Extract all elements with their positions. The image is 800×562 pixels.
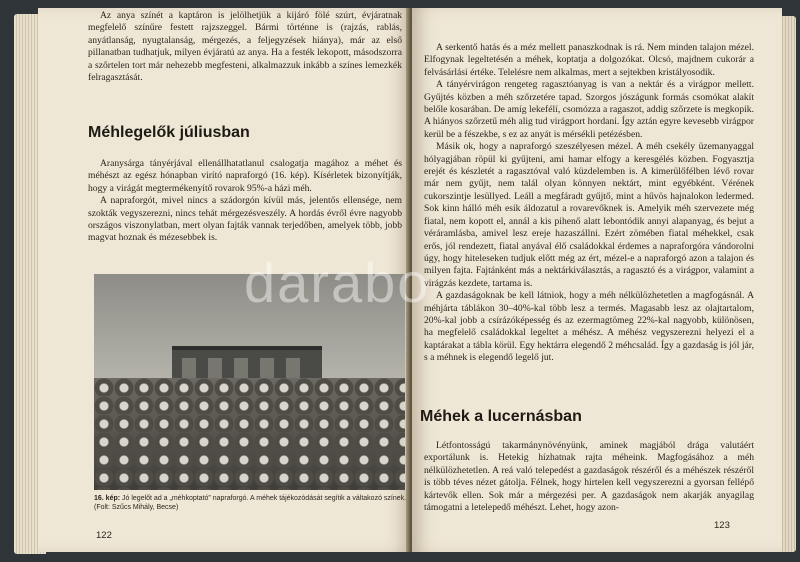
- paragraph: Létfontosságú takarmánynövényünk, aminek magjából drága valutáért exportálunk is. Hetekig hízhatnak rajta méheink. Magfogásához a méh nélkülözhetetlen. A reá való telepedést a gazdaságok részéről és a méhészek részéről is több téves nézet gátolja. Félnek, hogy hirtelen kell vegyszerezni a gyorsan fellépő kártevők ellen. Sok már a mérgezési per. A gazdaságok nem akarják anyagilag támogatni a letelepedő méhészt. Lehet, hogy azon-: [424, 440, 754, 514]
- photo-caption: [94, 494, 408, 512]
- right-body-text-2: [424, 440, 754, 514]
- caption-credit: (Folt: Szűcs Mihály, Becse): [94, 504, 179, 511]
- right-body-text: [424, 42, 754, 365]
- sunflowers: [94, 378, 405, 490]
- paragraph: A tányérvirágon rengeteg ragasztóanyag is van a nektár és a virágpor mellett. Gyűjtés közben a méh szőrzetére tapad. Szorgos jószágunk formás csomókat alakít belőle kosarában. De amíg lekefélí, csomózza a ragaszot, addig szőrzete is megkopik. A hiányos szőrzetű méh alig tud virágport hordani. Így aztán egyre kevesebb virágpor kerül be a fészekbe, s ez az anyát is mérsékli petézésben.: [424, 79, 754, 140]
- open-book: [8, 4, 794, 556]
- caption-label: 16. kép:: [94, 495, 121, 502]
- left-body-text: [88, 158, 402, 245]
- paragraph: A gazdaságoknak be kell látniok, hogy a méh nélkülözhetetlen a magfogásnál. A méhjárta táblákon 30–40%-kal több lesz a termés. Magasabb lesz az olajtartalom, 20%-kal jobb a csírázóképesség és az ezermagtömeg 22%-kal nagyobb, különösen, ha megfelelő családokkal legeltet a méhész. A méhész vegyszerezni helyezi el a kaptárakat a tábla körül. Egy hektárra elegendő 2 méhcsalád. Így a gazdaság is jól jár, s a méhnek is elegendő legelő jut.: [424, 290, 754, 364]
- right-page: [412, 8, 782, 552]
- page-number-right: 123: [714, 520, 730, 531]
- paragraph: Aranysárga tányérjával ellenállhatatlanul csalogatja magához a méhet és méhészt az egész hónapban virító napraforgó (16. kép). Kísérletek bizonyítják, hogy a virágát megtermékenyítő rovarok 95%-a házi méh.: [88, 158, 402, 194]
- paragraph: Másik ok, hogy a napraforgó szeszélyesen mézel. A méh csekély üzemanyaggal hólyagjában röpül ki gyűjteni, ami hamar elfogy a keresgélés közben. Fogyasztja erejét és készletét a ragasztóval való küzdelemben is. A kimerülőfélben lévő rovar már nem gyűjt, nem talál olyan könnyen nektárt, mint egyébként. Vérének cukorszintje lesüllyed. Leáll a megfáradt gyűjtő, mint a hűvös hajnalokon ledermed. Sok kinn hálló méh esik áldozatul a rovarevőknek is. Amelyik méh szervezete még fiatal, nem kopott el, annál a kis pihenő alatt lebontódik annyi alapanyag, és bejut a véráramlásba, amivel lesz ereje hazaszállni. Ezért zömében fiatal méhekkel, csak erős, jól rendezett, fiatal anyával élő családokkal érdemes a napraforgóra vándorolni úgy, hogy hiteleseken tudjuk előtt még az ért, mézel-e a napraforgó azon a talajon és milyen fajta. Fajtánként más a nektárkiválasztás, a ragasztó és a virágpor, valamint a virágzás kezdete, tartama is.: [424, 141, 754, 289]
- section-heading-july: Méhlegelők júliusban: [88, 124, 250, 141]
- intro-paragraph: Az anya színét a kaptáron is jelölhetjük a kijáró fölé szúrt, évjáratnak megfelelő színűre festett rajzszeggel. Bármi történne is (rajzás, rablás, anyátlanság, nyugtalanság, mérgezés, a feljegyzések hiánya), már az első pillanatban tudhatjuk, milyen évjáratú az anya. Ha a festék lekopott, másodszorra a szőrtelen tort már nehezebb megfesteni, alkalmazzuk inkább a színes lemezkék felragasztását.: [88, 10, 402, 84]
- paragraph: A serkentő hatás és a méz mellett panaszkodnak is rá. Nem minden talajon mézel. Elfogynak legeltetésén a méhek, koptatja a dolgozókat. Olcsó, majdnem cukorár a felvásárlási értéke. Telelésre nem alkalmas, mert a sejtekben kristályosodik.: [424, 42, 754, 78]
- caption-text: Jó legelőt ad a „méhkoptató” napraforgó. A méhek tájékozódását segítik a váltakozó színek.: [120, 495, 407, 502]
- section-heading-lucerne: Méhek a lucernásban: [420, 408, 582, 425]
- watermark: darabo: [244, 251, 431, 314]
- paragraph: A napraforgót, mivel nincs a szádorgón kívül más, jelentős ellensége, nem szokták vegyszerezni, nincs tehát mérgezésveszély. A hordás évről évre nagyobb országos viszonylatban, mert olyan fajták vannak terjedőben, amelyek több, jobb magvat hoznak és mézesebbek is.: [88, 195, 402, 244]
- page-number-left: 122: [96, 530, 112, 541]
- page-edges-right: [780, 16, 796, 552]
